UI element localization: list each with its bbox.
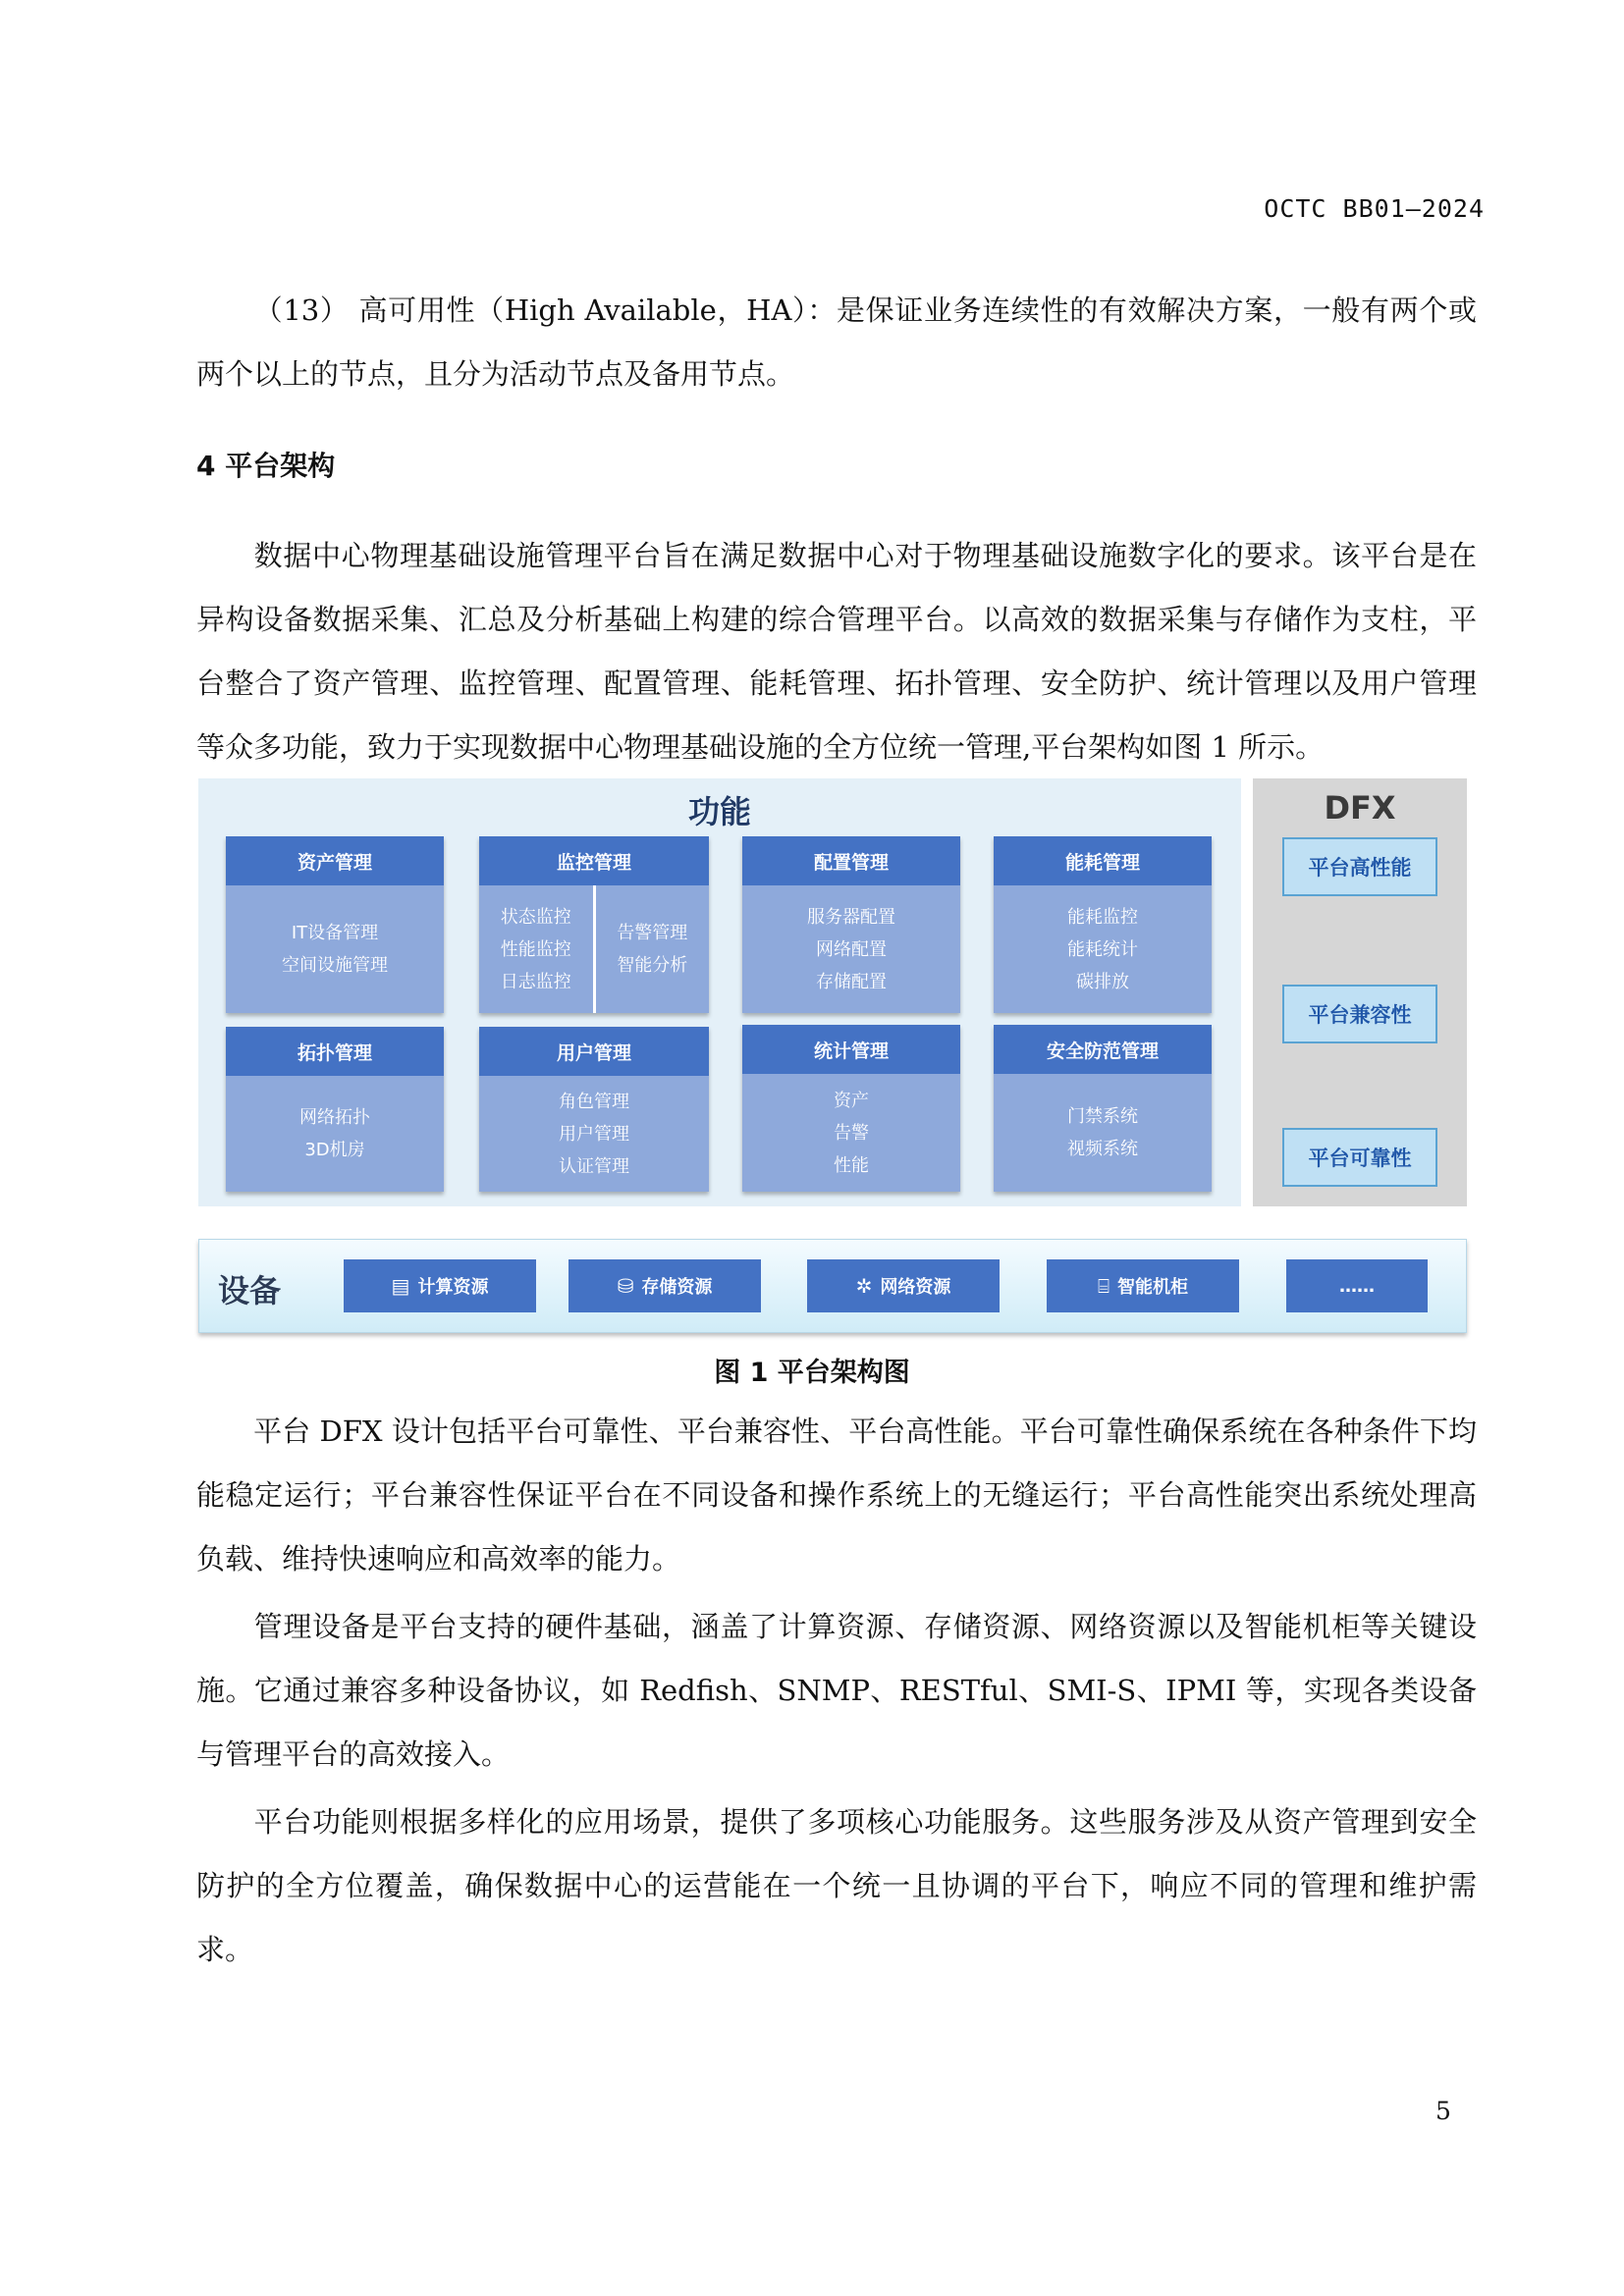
module-security [994, 1025, 1212, 1192]
module-item: IT设备管理 [291, 923, 379, 943]
device-more [1286, 1259, 1428, 1312]
dfx-reliability: 平台可靠性 [1282, 1128, 1437, 1187]
module-item: 能耗统计 [1067, 938, 1138, 960]
module-item: 用户管理 [559, 1123, 629, 1145]
module-body [742, 885, 960, 1013]
dfx-high-performance: 平台高性能 [1282, 837, 1437, 896]
device-cabinet [1047, 1259, 1239, 1312]
database-icon: ⛁ [617, 1274, 634, 1298]
module-item: 门禁系统 [1067, 1106, 1138, 1127]
module-config [742, 836, 960, 1013]
module-item: 资产 [834, 1090, 869, 1111]
module-item: 性能 [834, 1154, 869, 1176]
module-monitor [479, 836, 709, 1013]
module-item: 日志监控 [500, 971, 571, 992]
module-item: 认证管理 [559, 1155, 629, 1177]
module-item: 3D机房 [304, 1140, 365, 1160]
device-label: 网络资源 [880, 1277, 951, 1298]
module-item: 视频系统 [1067, 1139, 1138, 1159]
module-body [226, 1076, 444, 1192]
device-label: 计算资源 [417, 1277, 489, 1298]
module-item: 告警 [834, 1122, 869, 1144]
module-item: 能耗监控 [1067, 906, 1138, 928]
page-number: 5 [1435, 2097, 1451, 2125]
module-item: 告警管理 [617, 923, 688, 943]
module-body [479, 1076, 709, 1192]
module-title: 资产管理 [226, 836, 444, 885]
module-title: 拓扑管理 [226, 1027, 444, 1076]
module-item: 服务器配置 [807, 906, 895, 928]
figure-caption: 图 1 平台架构图 [714, 1358, 910, 1388]
device-label: 存储资源 [641, 1277, 713, 1298]
dfx-compatibility: 平台兼容性 [1282, 985, 1437, 1043]
definition-13-text: （13） 高可用性（High Available，HA）：是保证业务连续性的有效解决方案，一般有两个或两个以上的节点，且分为活动节点及备用节点。 [196, 294, 1477, 391]
module-title: 监控管理 [479, 836, 709, 885]
module-asset [226, 836, 444, 1013]
definition-13 [196, 279, 1477, 406]
module-item: 网络拓扑 [299, 1107, 370, 1128]
document-code: OCTC BB01—2024 [1264, 194, 1485, 223]
module-item: 空间设施管理 [282, 955, 388, 976]
paragraph-4 [196, 1790, 1477, 1982]
module-body [479, 885, 709, 1013]
server-icon: ▤ [391, 1274, 410, 1298]
module-title: 安全防范管理 [994, 1025, 1212, 1074]
module-item: 状态监控 [500, 906, 571, 928]
module-body [742, 1074, 960, 1192]
module-item: 存储配置 [816, 971, 887, 992]
device-storage [568, 1259, 761, 1312]
module-title: 配置管理 [742, 836, 960, 885]
section-heading: 4 平台架构 [196, 450, 336, 482]
module-user [479, 1027, 709, 1192]
module-body [994, 885, 1212, 1013]
module-body [994, 1074, 1212, 1192]
module-item: 性能监控 [500, 938, 571, 960]
function-panel-title: 功能 [687, 793, 751, 830]
module-energy [994, 836, 1212, 1013]
dfx-panel-title: DFX [1324, 789, 1396, 827]
module-title: 用户管理 [479, 1027, 709, 1076]
paragraph-3 [196, 1595, 1477, 1787]
device-network [807, 1259, 1000, 1312]
module-title: 能耗管理 [994, 836, 1212, 885]
module-item: 碳排放 [1076, 971, 1129, 992]
paragraph-2 [196, 1400, 1477, 1591]
module-topology [226, 1027, 444, 1192]
device-compute [344, 1259, 536, 1312]
paragraph-3-text: 管理设备是平台支持的硬件基础，涵盖了计算资源、存储资源、网络资源以及智能机柜等关键设施。它通过兼容多种设备协议，如 Redfish、SNMP、RESTful、SMI-S、IPMI 等，实现各类设备与管理平台的高效接入。 [196, 1610, 1477, 1771]
module-col-right [596, 885, 710, 1013]
device-label: 智能机柜 [1117, 1277, 1188, 1298]
device-label: …… [1339, 1275, 1375, 1297]
module-stats [742, 1025, 960, 1192]
module-item: 角色管理 [559, 1091, 629, 1112]
paragraph-1-text: 数据中心物理基础设施管理平台旨在满足数据中心对于物理基础设施数字化的要求。该平台是在异构设备数据采集、汇总及分析基础上构建的综合管理平台。以高效的数据采集与存储作为支柱，平台整合了资产管理、监控管理、配置管理、能耗管理、拓扑管理、安全防护、统计管理以及用户管理等众多功能，致力于实现数据中心物理基础设施的全方位统一管理,平台架构如图 1 所示。 [196, 539, 1477, 764]
device-panel-title: 设备 [218, 1272, 282, 1309]
paragraph-4-text: 平台功能则根据多样化的应用场景，提供了多项核心功能服务。这些服务涉及从资产管理到安全防护的全方位覆盖，确保数据中心的运营能在一个统一且协调的平台下，响应不同的管理和维护需求。 [196, 1805, 1477, 1966]
network-icon: ✲ [855, 1274, 873, 1298]
module-item: 网络配置 [816, 938, 887, 960]
module-col-left [479, 885, 593, 1013]
paragraph-2-text: 平台 DFX 设计包括平台可靠性、平台兼容性、平台高性能。平台可靠性确保系统在各种条件下均能稳定运行；平台兼容性保证平台在不同设备和操作系统上的无缝运行；平台高性能突出系统处理高负载、维持快速响应和高效率的能力。 [196, 1415, 1477, 1575]
module-item: 智能分析 [617, 955, 688, 976]
module-body [226, 885, 444, 1013]
paragraph-1 [196, 524, 1477, 779]
cabinet-icon: ⌸ [1098, 1274, 1110, 1298]
module-title: 统计管理 [742, 1025, 960, 1074]
